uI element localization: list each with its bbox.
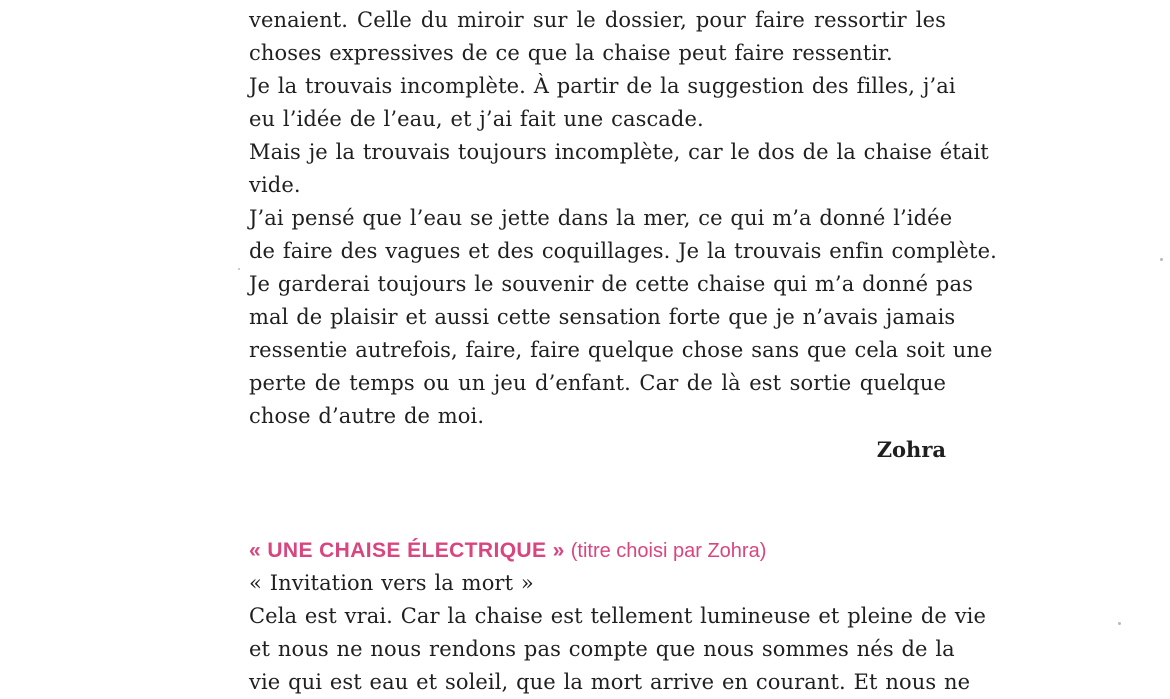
- body-line: eu l’idée de l’eau, et j’ai fait une cascade.: [249, 107, 704, 131]
- body-line: choses expressives de ce que la chaise peut faire ressentir.: [249, 41, 893, 65]
- scan-speck: [1160, 258, 1163, 261]
- body-line: Mais je la trouvais toujours incomplète, car le dos de la chaise était: [249, 140, 989, 164]
- body-line: vide.: [249, 173, 301, 197]
- body-line: Cela est vrai. Car la chaise est tellement lumineuse et pleine de vie: [249, 604, 987, 628]
- body-line: mal de plaisir et aussi cette sensation forte que je n’avais jamais: [249, 305, 956, 329]
- body-line: vie qui est eau et soleil, que la mort arrive en courant. Et nous ne: [249, 670, 971, 694]
- author-signature: Zohra: [876, 437, 946, 462]
- section-title: « UNE CHAISE ÉLECTRIQUE »: [249, 539, 565, 562]
- body-line: J’ai pensé que l’eau se jette dans la mer, ce qui m’a donné l’idée: [249, 206, 953, 230]
- body-line: chose d’autre de moi.: [249, 404, 485, 428]
- body-line: de faire des vagues et des coquillages. Je la trouvais enfin complète.: [249, 239, 997, 263]
- section-heading: [249, 534, 766, 567]
- scan-speck: [1118, 622, 1121, 625]
- body-line: perte de temps ou un jeu d’enfant. Car de là est sortie quelque: [249, 371, 946, 395]
- body-line: Je garderai toujours le souvenir de cette chaise qui m’a donné pas: [249, 272, 973, 296]
- body-line: venaient. Celle du miroir sur le dossier, pour faire ressortir les: [249, 8, 946, 32]
- section-title-note: (titre choisi par Zohra): [570, 540, 767, 562]
- body-line: ressentie autrefois, faire, faire quelque chose sans que cela soit une: [249, 338, 993, 362]
- body-line: et nous ne nous rendons pas compte que nous sommes nés de la: [249, 637, 955, 661]
- body-line: « Invitation vers la mort »: [249, 571, 534, 595]
- scan-speck: [238, 268, 240, 270]
- body-line: Je la trouvais incomplète. À partir de la suggestion des filles, j’ai: [249, 74, 956, 98]
